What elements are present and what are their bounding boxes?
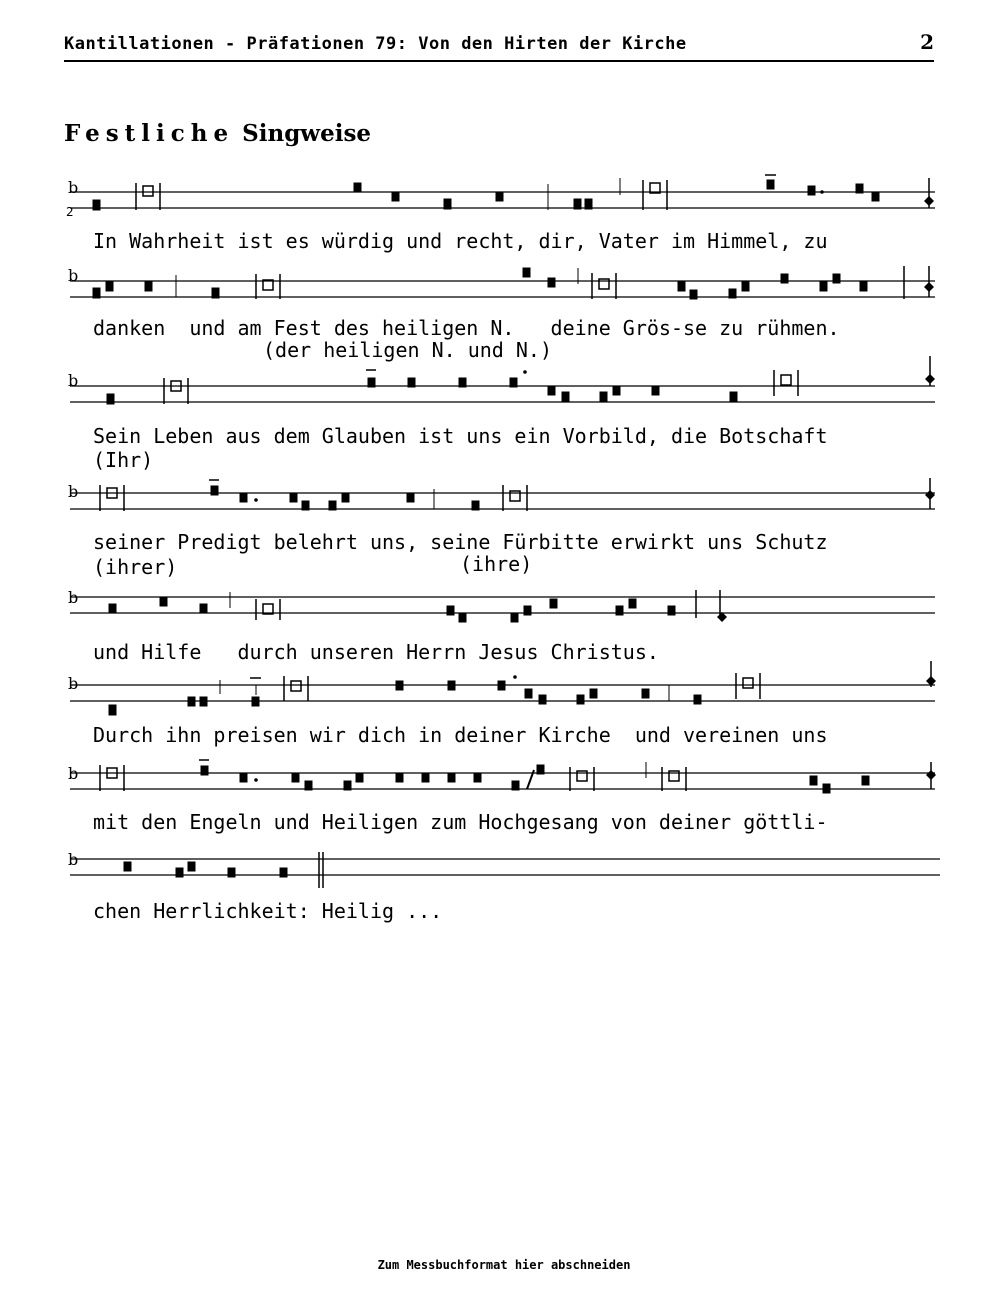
note: [510, 378, 517, 387]
note: [862, 776, 869, 785]
note: [668, 606, 675, 615]
note: [860, 282, 867, 291]
lyric-line-2: danken und am Fest des heiligen N. deine Grös-se zu rühmen.: [93, 316, 840, 340]
note: [690, 290, 697, 299]
note: [525, 689, 532, 698]
page-number: 2: [920, 30, 934, 54]
note: [354, 183, 361, 192]
recitation-note: [291, 681, 301, 691]
note: [292, 773, 299, 782]
staff-3: [68, 356, 935, 404]
note: [160, 597, 167, 606]
note: [448, 773, 455, 782]
note: [550, 599, 557, 608]
flat-sign: b: [68, 482, 79, 501]
note: [729, 289, 736, 298]
note: [600, 392, 607, 401]
note: [742, 282, 749, 291]
note: [498, 681, 505, 690]
section-title-spaced: Festliche: [64, 120, 235, 147]
note: [562, 392, 569, 401]
flat-sign: b: [68, 674, 79, 693]
recitation-note: [743, 678, 753, 688]
note: [93, 200, 100, 210]
note: [280, 868, 287, 877]
note: [407, 493, 414, 502]
note: [574, 199, 581, 209]
note: [512, 781, 519, 790]
staff-7: [68, 760, 936, 793]
note: [496, 192, 503, 201]
note: [447, 606, 454, 615]
note: [302, 501, 309, 510]
flat-sign: b: [68, 588, 79, 607]
clef-mark: 2: [66, 205, 74, 219]
note: [188, 862, 195, 871]
note: [459, 613, 466, 622]
note: [240, 773, 247, 782]
note: [200, 697, 207, 706]
note: [523, 268, 530, 277]
note: [511, 613, 518, 622]
note: [856, 184, 863, 193]
note: [833, 274, 840, 283]
staff-5: [68, 588, 935, 622]
note: [730, 392, 737, 401]
note: [396, 681, 403, 690]
note: [616, 606, 623, 615]
lyric-line-3: Sein Leben aus dem Glauben ist uns ein Vorbild, die Botschaft: [93, 424, 828, 448]
cut-line-note: Zum Messbuchformat hier abschneiden: [377, 1258, 631, 1272]
note: [577, 695, 584, 704]
note: [106, 281, 113, 291]
staff-1: [66, 175, 935, 219]
note: [107, 394, 114, 404]
note: [444, 199, 451, 209]
recitation-note: [143, 186, 153, 196]
lyric-line-1: In Wahrheit ist es würdig und recht, dir, Vater im Himmel, zu: [93, 229, 828, 253]
note: [548, 386, 555, 395]
flat-sign: b: [68, 371, 79, 390]
note: [124, 862, 131, 871]
flat-sign: b: [68, 850, 79, 869]
note: [537, 765, 544, 774]
staff-2: [68, 266, 935, 299]
note: [585, 199, 592, 209]
note: [408, 378, 415, 387]
section-title-rest: Singweise: [242, 120, 372, 147]
note: [305, 781, 312, 790]
note: [109, 705, 116, 715]
lyric-line-8: chen Herrlichkeit: Heilig ...: [93, 899, 443, 923]
note: [201, 766, 208, 775]
lyric-line-2-alt: (der heiligen N. und N.): [263, 338, 552, 362]
note: [781, 274, 788, 283]
note: [176, 868, 183, 877]
note: [228, 868, 235, 877]
note: [145, 281, 152, 291]
note: [212, 288, 219, 298]
header-title: Kantillationen - Präfationen 79: Von den Hirten der Kirche: [64, 34, 687, 54]
note: [392, 192, 399, 201]
note: [678, 282, 685, 291]
note: [872, 192, 879, 201]
lyric-line-4-alt: (ihrer): [93, 555, 178, 579]
staff-6: [68, 661, 936, 715]
note: [188, 697, 195, 706]
flat-sign: b: [68, 178, 79, 197]
note: [290, 493, 297, 502]
note: [629, 599, 636, 608]
note: [368, 378, 375, 387]
recitation-note: [781, 375, 791, 385]
lyric-line-5: und Hilfe durch unseren Herrn Jesus Christus.: [93, 640, 659, 664]
note: [448, 681, 455, 690]
flat-sign: b: [68, 266, 79, 285]
note: [642, 689, 649, 698]
note: [240, 493, 247, 502]
note: [211, 486, 218, 495]
note: [342, 493, 349, 502]
note: [252, 697, 259, 706]
note: [422, 773, 429, 782]
note: [200, 604, 207, 613]
note: [810, 776, 817, 785]
note: [548, 278, 555, 287]
note: [396, 773, 403, 782]
note: [820, 282, 827, 291]
lyric-line-3-alt: (Ihr): [93, 448, 154, 472]
lyric-line-4: seiner Predigt belehrt uns, seine Fürbitte erwirkt uns Schutz: [93, 530, 828, 554]
note: [459, 378, 466, 387]
note: [590, 689, 597, 698]
note: [329, 501, 336, 510]
note: [524, 606, 531, 615]
note: [823, 784, 830, 793]
note: [767, 180, 774, 189]
note: [539, 695, 546, 704]
note: [93, 288, 100, 298]
note: [356, 773, 363, 782]
lyric-line-6: Durch ihn preisen wir dich in deiner Kirche und vereinen uns: [93, 723, 828, 747]
lyric-line-4-alt-2: (ihre): [460, 552, 533, 576]
note: [808, 186, 815, 195]
note: [344, 781, 351, 790]
note: [694, 695, 701, 704]
staff-4: [68, 478, 935, 511]
lyric-line-7: mit den Engeln und Heiligen zum Hochgesang von deiner göttli-: [93, 810, 828, 834]
note: [613, 386, 620, 395]
staff-8: [68, 850, 940, 888]
note: [472, 501, 479, 510]
note: [652, 386, 659, 395]
note: [109, 604, 116, 613]
flat-sign: b: [68, 764, 79, 783]
note: [474, 773, 481, 782]
